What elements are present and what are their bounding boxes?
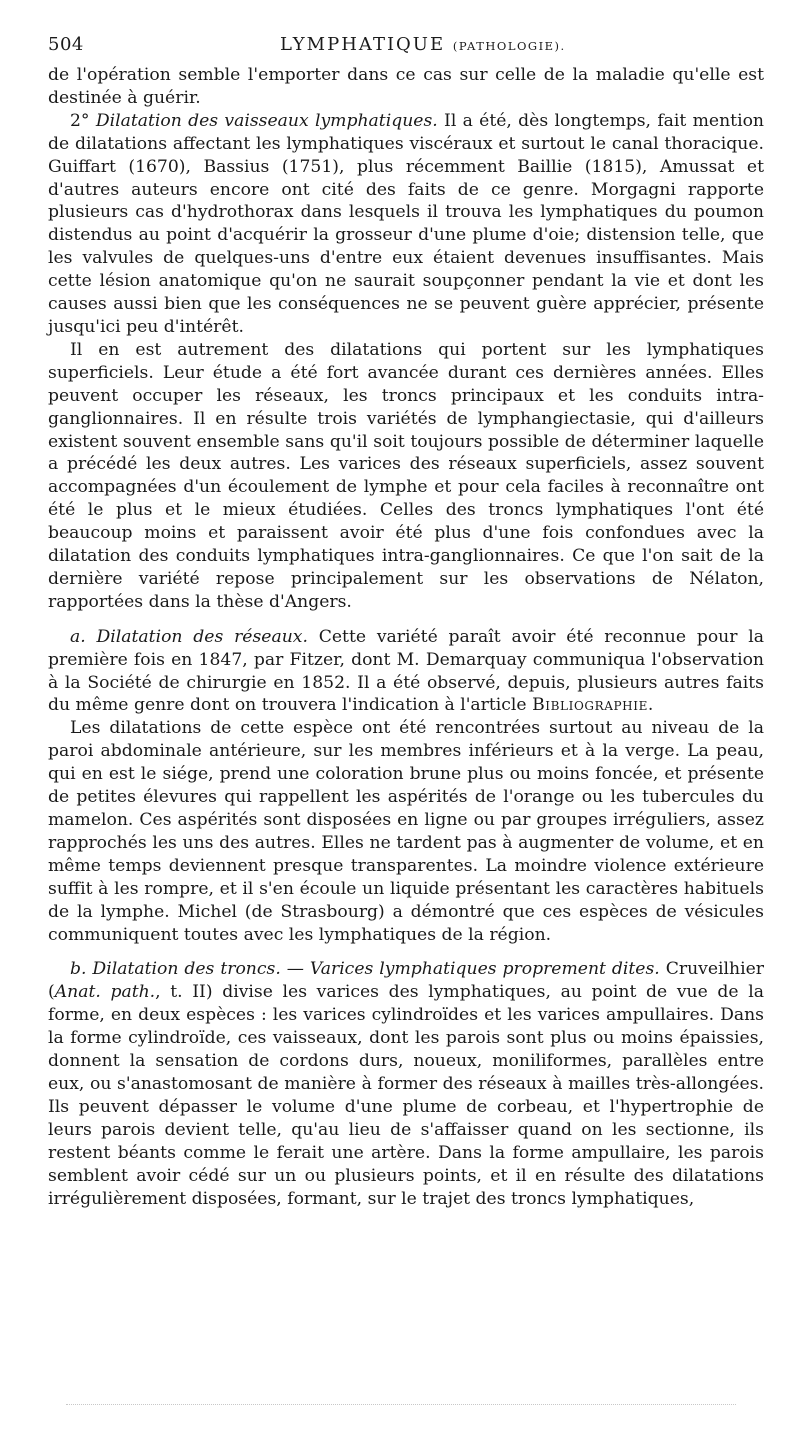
section-heading-vaisseaux: Dilatation des vaisseaux lymphatiques. xyxy=(95,110,438,131)
paragraph-dilatation-vaisseaux xyxy=(48,110,764,339)
page xyxy=(48,28,764,1210)
section-number: 2° xyxy=(70,110,90,131)
section-text-vaisseaux: Il a été, dès longtemps, fait mention de dilatations affectant les lymphatiques viscéraux et surtout le canal thoracique. Guiffart (1670), Bassius (1751), plus récemment Baillie (1815), Amussat et d'autres auteurs encore ont cité des faits de ce genre. Morgagni rapporte plusieurs cas d'hydrothorax dans lesquels il trouva les lymphatiques du poumon distendus au point d'acquérir la grosseur d'une plume d'oie; distension telle, que les valvules de quelques-uns d'entre eux étaient devenues insuffisantes. Mais cette lésion anatomique qu'on ne saurait soupçonner pendant la vie et dont les causes aussi bien que les conséquences ne se peuvent guère apprécier, présente jusqu'ici peu d'intérêt. xyxy=(48,110,764,337)
section-text-reseaux: Cette variété paraît avoir été reconnue pour la première fois en 1847, par Fitzer, dont M. Demarquay communiqua l'observation à la Société de chirurgie en 1852. Il a été observé, depuis, plusieurs autres faits du même genre dont on trouvera l'indication à l'article xyxy=(48,626,764,716)
paragraph-continued: de l'opération semble l'emporter dans ce cas sur celle de la maladie qu'elle est destinée à guérir. xyxy=(48,65,764,108)
paragraph-dilatations-espece: Les dilatations de cette espèce ont été rencontrées surtout au niveau de la paroi abdominale antérieure, sur les membres inférieurs et à la verge. La peau, qui en est le siége, prend une coloration brune plus ou moins foncée, et présente de petites élevures qui rappellent les aspérités de l'orange ou les tubercules du mamelon. Ces aspérités sont disposées en ligne ou par groupes irréguliers, assez rapprochés les uns des autres. Elles ne tardent pas à augmenter de volume, et en même temps deviennent presque transparentes. La moindre violence extérieure suffit à les rompre, et il s'en écoule un liquide présentant les caractères habituels de la lymphe. Michel (de Strasbourg) a démontré que ces espèces de vésicules communiquent toutes avec les lymphatiques de la région. xyxy=(48,718,764,945)
paragraph-lymphatiques-superficiels: Il en est autrement des dilatations qui portent sur les lymphatiques superficiels. Leur étude a été fort avancée durant ces dernières années. Elles peuvent occuper les réseaux, les troncs principaux et les conduits intra-ganglionnaires. Il en résulte trois variétés de lymphangiectasie, qui d'ailleurs existent souvent ensemble sans qu'il soit toujours possible de déterminer laquelle a précédé les deux autres. Les varices des réseaux superficiels, assez souvent accompagnées d'un écoulement de lymphe et pour cela faciles à reconnaître ont été le plus et le mieux étudiées. Celles des troncs lymphatiques l'ont été beaucoup moins et paraissent avoir été plus d'une fois confondues avec la dilatation des conduits lymphatiques intra-ganglionnaires. Ce que l'on sait de la dernière variété repose principalement sur les observations de Nélaton, rapportées dans la thèse d'Angers. xyxy=(48,339,764,612)
header-title: LYMPHATIQUE xyxy=(280,34,446,55)
page-bottom-rule xyxy=(66,1404,736,1405)
running-header xyxy=(48,28,764,64)
running-title xyxy=(280,34,566,58)
paragraph-dilatation-troncs xyxy=(48,958,764,1210)
body-text xyxy=(48,64,764,1210)
header-subtitle: (PATHOLOGIE). xyxy=(452,39,566,53)
citation-anat-path: Anat. path. xyxy=(54,982,156,1003)
section-text-troncs-b: , t. II) divise les varices des lymphatiques, au point de vue de la forme, en deux espèces : les varices cylindroïdes et les varices ampullaires. Dans la forme cylindroïde, ces vaisseaux, dont les parois sont plus ou moins épaissies, donnent la sensation de cordons durs, noueux, moniliformes, parallèles entre eux, ou s'anastomosant de manière à former des réseaux à mailles très-allongées. Ils peuvent dépasser le volume d'une plume de corbeau, et l'hypertrophie de leurs parois devient telle, qu'au lieu de s'affaisser quand on les sectionne, ils restent béants comme le ferait une artère. Dans la forme ampullaire, les parois semblent avoir cédé sur un ou plusieurs points, et il en résulte des dilatations irrégulièrement disposées, formant, sur le trajet des troncs lymphatiques, xyxy=(48,982,764,1209)
section-heading-reseaux: a. Dilatation des réseaux. xyxy=(70,626,308,647)
section-text-troncs-a: Cruveilhier ( xyxy=(48,959,764,1003)
paragraph-dilatation-reseaux xyxy=(48,626,764,718)
section-heading-troncs: b. Dilatation des troncs. — Varices lymphatiques proprement dites. xyxy=(70,959,660,980)
page-number: 504 xyxy=(48,34,84,55)
bibliographie-reference: Bibliographie. xyxy=(532,695,654,716)
